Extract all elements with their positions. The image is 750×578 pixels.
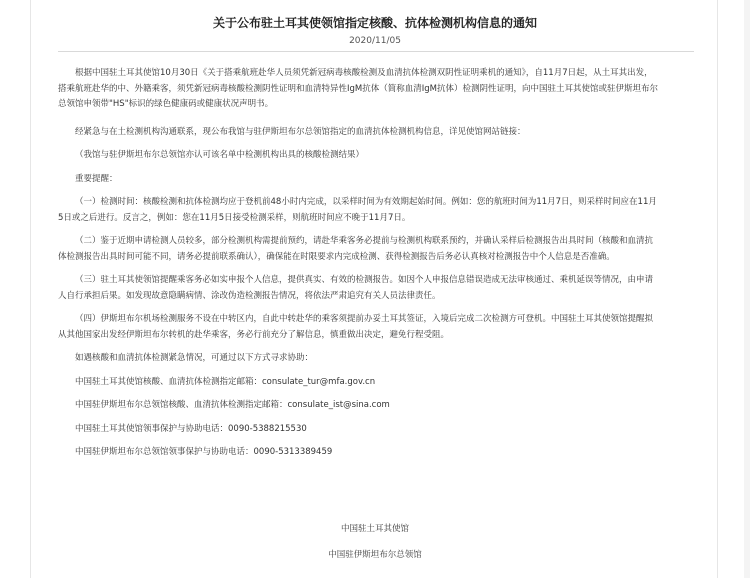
paragraph-help: 如遇核酸和血清抗体检测紧急情况，可通过以下方式寻求协助：	[75, 353, 314, 363]
paragraph-note: （我馆与驻伊斯坦布尔总领馆亦认可该名单中检测机构出具的核酸检测结果）	[75, 150, 365, 160]
paragraph-item-3: （三）驻土耳其使领馆提醒乘客务必如实申报个人信息，提供真实、有效的检测报告。如因个人申报信息错误造成无法审核通过、乘机延误等情况，由申请人自行承担后果。如发现故意隐瞒病情、涂改伪造检测报告情况，将依法严肃追究有关人员法律责任。	[58, 275, 654, 301]
paragraph-intro: 根据中国驻土耳其使馆10月30日《关于搭乘航班赴华人员须凭新冠病毒核酸检测及血清抗体检测双阴性证明乘机的通知》，自11月7日起，从土耳其出发，搭乘航班赴华的中、外籍乘客，须凭新冠病毒核酸检测阴性证明和血清特异性IgM抗体（简称血清IgM抗体）检测阴性证明，向中国驻土耳其使馆或驻伊斯坦布尔总领馆申领带"HS"标识的绿色健康码或健康状况声明书。	[58, 68, 658, 109]
paragraph-item-1: （一）检测时间：核酸检测和抗体检测均应于登机前48小时内完成，以采样时间为有效期起始时间。例如：您的航班时间为11月7日，则采样时间应在11月5日或之后进行。反言之，例如：您在11月5日接受检测采样，则航班时间应不晚于11月7日。	[58, 197, 657, 223]
signature-embassy: 中国驻土耳其使馆	[340, 524, 409, 534]
contact-phone-ankara: 中国驻土耳其使馆领事保护与协助电话：0090-5388215530	[75, 423, 307, 434]
contact-email-istanbul: 中国驻伊斯坦布尔总领馆核酸、血清抗体检测指定邮箱：consulate_ist@sina.com	[75, 400, 390, 410]
contact-phone-istanbul: 中国驻伊斯坦布尔总领馆领事保护与协助电话：0090-5313389459	[75, 447, 333, 457]
paragraph-announcement: 经紧急与在土检测机构沟通联系，现公布我馆与驻伊斯坦布尔总领馆指定的血清抗体检测机构信息，详见使馆网站链接：	[75, 126, 526, 137]
article-body	[58, 66, 660, 461]
signature-consulate: 中国驻伊斯坦布尔总领馆	[328, 550, 422, 560]
paragraph-item-4: （四）伊斯坦布尔机场检测服务不设在中转区内，自此中转赴华的乘客须提前办妥土耳其签证，入境后完成二次检测方可登机。中国驻土耳其使领馆提醒拟从其他国家出发经伊斯坦布尔转机的赴华乘客，务必行前充分了解信息，慎重做出决定，避免行程受阻。	[58, 314, 654, 340]
paragraph-item-2: （二）鉴于近期申请检测人员较多，部分检测机构需提前预约，请赴华乘客务必提前与检测机构联系预约，并确认采样后检测报告出具时间（核酸和血清抗体检测报告出具时间可能不同，请务必提前联系确认），确保能在时限要求内完成检测、获得检测报告后务必认真核对检测报告中个人信息是否准确。	[58, 236, 654, 262]
page-title: 关于公布驻土耳其使领馆指定核酸、抗体检测机构信息的通知	[212, 16, 537, 30]
publish-date: 2020/11/05	[349, 36, 401, 46]
title-divider	[58, 51, 694, 52]
scrollbar[interactable]	[744, 0, 750, 578]
contact-email-ankara: 中国驻土耳其使馆核酸、血清抗体检测指定邮箱：consulate_tur@mfa.gov.cn	[75, 376, 376, 387]
paragraph-reminder-heading: 重要提醒：	[75, 173, 118, 184]
